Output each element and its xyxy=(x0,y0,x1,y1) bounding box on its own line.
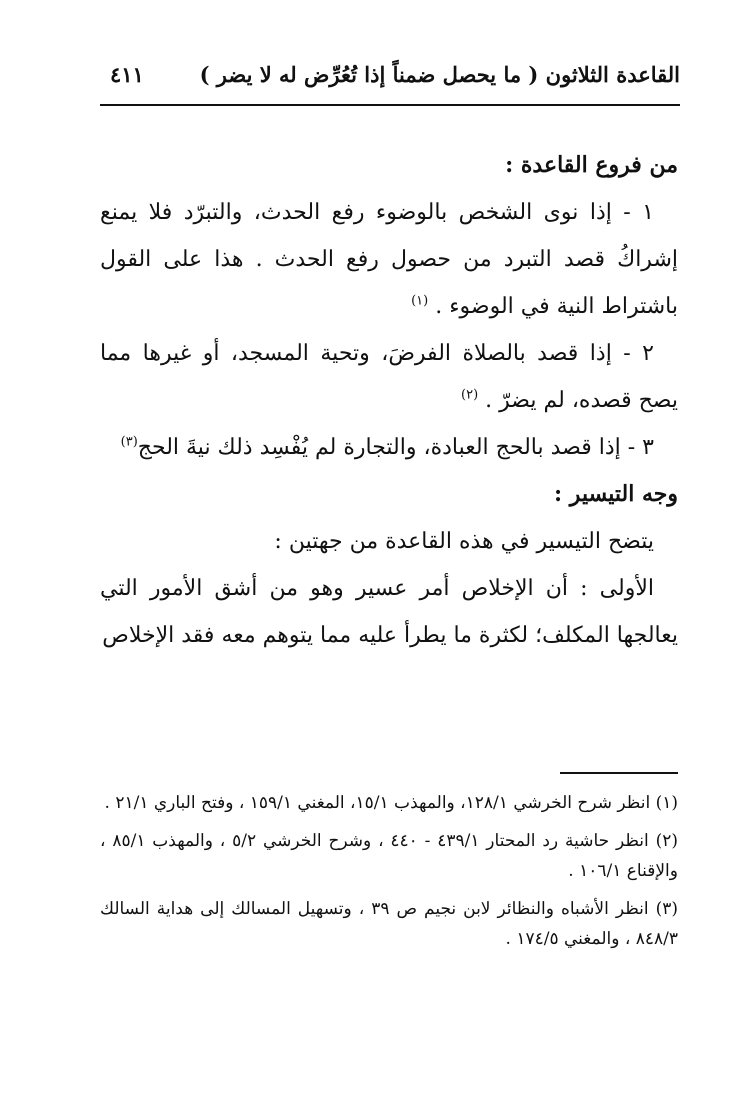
ease-title: وجه التيسير : xyxy=(554,481,678,507)
branch-item-2 xyxy=(100,330,678,424)
header-rule xyxy=(100,104,680,106)
footnote-ref-2: (٢) xyxy=(461,387,479,403)
footnote-1: (١) انظر شرح الخرشي ١٢٨/١، والمهذب ١٥/١، المغني ١٥٩/١ ، وفتح الباري ٢١/١ . xyxy=(104,793,678,813)
footnote-ref-3: (٣) xyxy=(120,434,138,450)
branches-title: من فروع القاعدة : xyxy=(505,152,678,178)
first-aspect: الأولى : أن الإخلاص أمر عسير وهو من أشق الأمور التي يعالجها المكلف؛ لكثرة ما يطرأ عليه مما يتوهم معه فقد الإخلاص xyxy=(100,576,678,648)
page-number: ٤١١ xyxy=(110,62,144,87)
ease-intro: يتضح التيسير في هذه القاعدة من جهتين : xyxy=(274,529,654,554)
header-title: القاعدة الثلاثون ( ما يحصل ضمناً إذا تُعُرِّض له لا يضر ) xyxy=(199,62,680,87)
branch-item-1 xyxy=(100,189,678,330)
branch-item-2-text: ٢ - إذا قصد بالصلاة الفرضَ، وتحية المسجد، أو غيرها مما يصح قصده، لم يضرّ . xyxy=(100,341,678,413)
running-header xyxy=(110,62,680,96)
footnote-separator xyxy=(560,772,678,774)
footnote-2: (٢) انظر حاشية رد المحتار ٤٣٩/١ - ٤٤٠ ، وشرح الخرشي ٥/٢ ، والمهذب ٨٥/١ ، والإقناع ١٠٦/١ . xyxy=(100,831,678,881)
footnotes xyxy=(100,788,678,962)
branch-item-3-text: ٣ - إذا قصد بالحج العبادة، والتجارة لم يُفْسِد ذلك نيةَ الحج xyxy=(137,435,654,460)
branch-item-3 xyxy=(100,424,678,471)
main-text xyxy=(100,142,678,659)
footnote-ref-1: (١) xyxy=(411,293,429,309)
footnote-3: (٣) انظر الأشباه والنظائر لابن نجيم ص ٣٩ ، وتسهيل المسالك إلى هداية السالك ٨٤٨/٣ ، والمغني ١٧٤/٥ . xyxy=(100,899,678,949)
branch-item-1-text: ١ - إذا نوى الشخص بالوضوء رفع الحدث، والتبرّد فلا يمنع إشراكُ قصد التبرد من حصول رفع الحدث . هذا على القول باشتراط النية في الوضوء . xyxy=(100,200,678,319)
